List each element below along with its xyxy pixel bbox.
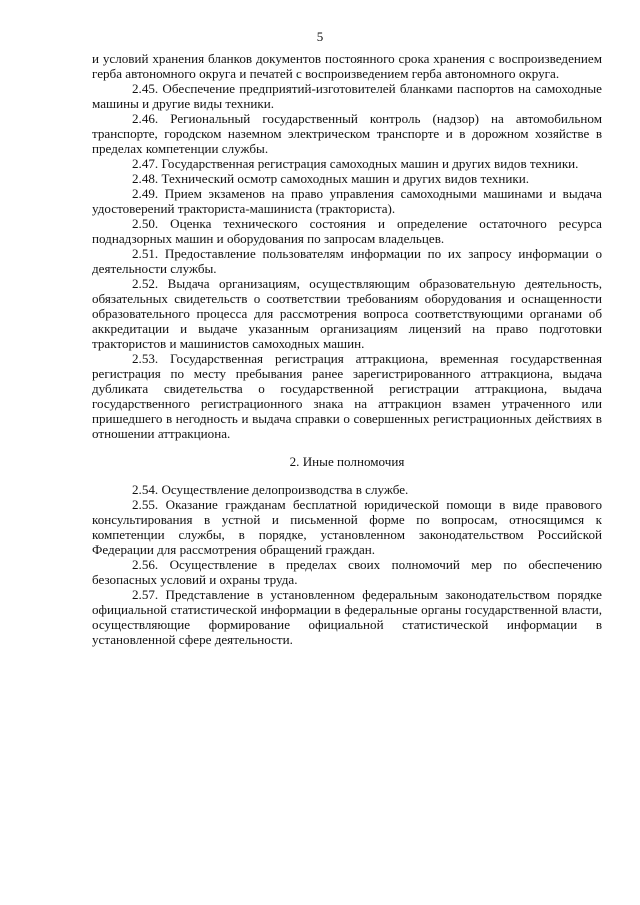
paragraph-2-54: 2.54. Осуществление делопроизводства в службе.: [132, 482, 409, 497]
paragraph-2-45: 2.45. Обеспечение предприятий-изготовителей бланками паспортов на самоходные машины и другие виды техники.: [92, 81, 602, 111]
section-heading: 2. Иные полномочия: [289, 454, 405, 469]
paragraph-2-51: 2.51. Предоставление пользователям информации по их запросу информации о деятельности службы.: [92, 246, 602, 276]
paragraph-2-49: 2.49. Прием экзаменов на право управления самоходными машинами и выдача удостоверений тракториста-машиниста (тракториста).: [92, 186, 602, 216]
page-number: 5: [316, 29, 324, 44]
paragraph-continuation: и условий хранения бланков документов постоянного срока хранения с воспроизведением герба автономного округа и печатей с воспроизведением герба автономного округа.: [92, 51, 602, 81]
paragraph-2-46: 2.46. Региональный государственный контроль (надзор) на автомобильном транспорте, городском наземном электрическом транспорте и в дорожном хозяйстве в пределах компетенции службы.: [92, 111, 602, 156]
document-body: [92, 51, 602, 647]
paragraph-2-48: 2.48. Технический осмотр самоходных машин и других видов техники.: [132, 171, 530, 186]
paragraph-2-52: 2.52. Выдача организациям, осуществляющим образовательную деятельность, обязательных свидетельств о соответствии требованиям оборудования и оснащенности образовательного процесса для рассмотрения вопроса соответствующими органами об аккредитации и выдаче указанным организациям лицензий на право подготовки трактористов и машинистов самоходных машин.: [92, 276, 602, 351]
paragraph-2-53: 2.53. Государственная регистрация аттракциона, временная государственная регистрация по месту пребывания ранее зарегистрированного аттракциона, выдача дубликата свидетельства о государственной регистрации аттракциона, выдача государственного регистрационного знака на аттракцион взамен утраченного или пришедшего в негодность и выдача справки о совершенных регистрационных действиях в отношении аттракциона.: [92, 351, 602, 441]
paragraph-2-55: 2.55. Оказание гражданам бесплатной юридической помощи в виде правового консультирования в устной и письменной форме по вопросам, относящимся к компетенции службы, в порядке, установленном законодательством Российской Федерации для рассмотрения обращений граждан.: [92, 497, 602, 557]
paragraph-2-50: 2.50. Оценка технического состояния и определение остаточного ресурса поднадзорных машин и оборудования по запросам владельцев.: [92, 216, 602, 246]
paragraph-2-57: 2.57. Представление в установленном федеральным законодательством порядке официальной статистической информации в федеральные органы государственной власти, осуществляющие формирование официальной статистической информации в установленной сфере деятельности.: [92, 587, 602, 647]
paragraph-2-47: 2.47. Государственная регистрация самоходных машин и других видов техники.: [132, 156, 579, 171]
paragraph-2-56: 2.56. Осуществление в пределах своих полномочий мер по обеспечению безопасных условий и охраны труда.: [92, 557, 602, 587]
